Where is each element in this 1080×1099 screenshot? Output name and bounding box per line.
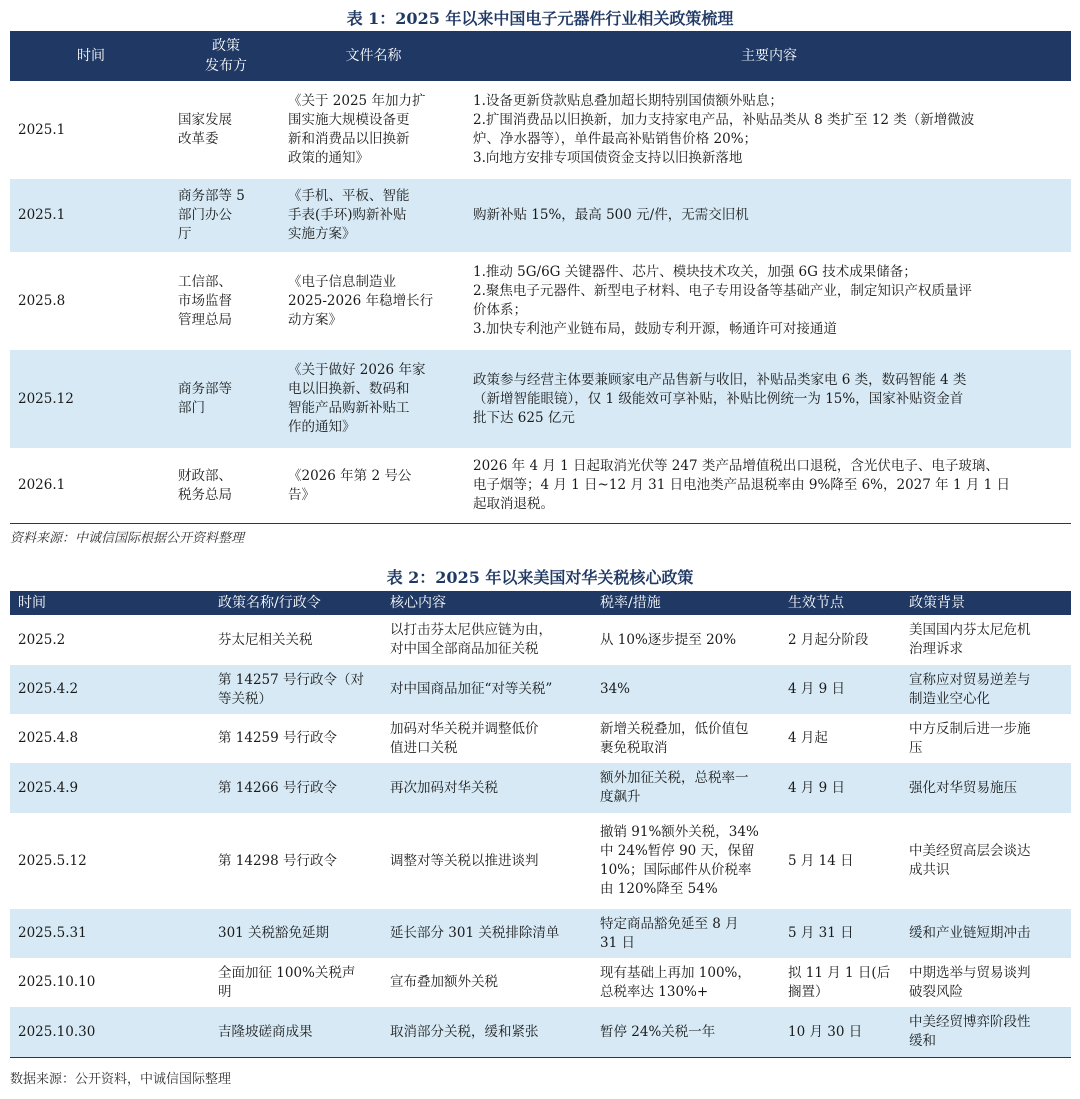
table2-header-cell: 政策名称/行政令 [210,591,382,615]
table1-header-cell: 主要内容 [465,31,1071,81]
table1-cell-time: 2026.1 [18,477,66,493]
table1-row [10,252,1071,350]
table2-header-cell: 生效节点 [780,591,901,615]
table2-header-cell: 时间 [10,591,210,615]
table1-cell-issuer: 商务部等 5 部门办公 厅 [170,179,280,252]
table2-cell-rate: 新增关税叠加，低价值包 裹免税取消 [600,720,749,756]
table2-cell-core: 以打击芬太尼供应链为由， 对中国全部商品加征关税 [390,622,552,657]
table2-row [10,714,1071,763]
table1-source: 资料来源：中诚信国际根据公开资料整理 [10,531,245,546]
table1-row [10,179,1071,252]
table2-cell-policy: 第 14257 号行政令（对 等关税） [210,665,382,714]
table2-cell-rate: 撤销 91%额外关税，34% 中 24%暂停 90 天，保留 10%；国际邮件从价税率 由 120%降至 54% [600,824,759,897]
table2-cell-effective: 5 月 31 日 [780,909,901,958]
table1-header-cell: 文件名称 [280,31,465,81]
table2-header-cell: 政策背景 [901,591,1071,615]
table1-cell-content: 购新补贴 15%，最高 500 元/件，无需交旧机 [465,179,1071,252]
table1-cell-doc: 《2026 年第 2 号公 告》 [288,467,412,503]
table2-header-cell: 核心内容 [382,591,592,615]
table2-cell-effective: 拟 11 月 1 日(后 搁置） [788,964,891,1000]
table2-cell-policy: 芬太尼相关关税 [218,631,313,648]
table2-cell-policy: 第 14259 号行政令 [218,730,338,746]
table1-cell-doc: 《关于 2025 年加力扩 围实施大规模设备更 新和消费品以旧换新 政策的通知》 [288,93,426,166]
table2-cell-time: 2025.4.9 [10,763,210,813]
table1 [10,31,1071,524]
table2-row [10,909,1071,958]
table2-cell-time: 2025.10.30 [10,1007,210,1058]
table2-cell-background: 中美经贸博弈阶段性 缓和 [901,1007,1071,1058]
table1-row [10,350,1071,448]
table2-row [10,813,1071,909]
table2-cell-rate: 从 10%逐步提至 20% [600,631,737,648]
table2-cell-background: 强化对华贸易施压 [901,763,1071,813]
table1-cell-issuer: 国家发展 改革委 [178,112,232,147]
table2-cell-background: 中期选举与贸易谈判 破裂风险 [909,964,1031,1000]
table2-cell-time: 2025.5.12 [18,852,87,869]
table2-cell-time: 2025.4.8 [18,730,79,746]
table2-cell-policy: 第 14298 号行政令 [218,852,338,869]
table2-cell-time: 2025.2 [18,631,66,648]
table2-cell-background: 中美经贸高层会谈达 成共识 [909,843,1031,878]
table2-cell-core: 加码对华关税并调整低价 值进口关税 [390,720,539,756]
table1-cell-time: 2025.1 [10,179,170,252]
table1-cell-doc: 《电子信息制造业 2025-2026 年稳增长行 动方案》 [288,273,434,328]
table1-cell-doc: 《关于做好 2026 年家 电以旧换新、数码和 智能产品购新补贴工 作的通知》 [280,350,465,448]
table1-title: 表 1：2025 年以来中国电子元器件行业相关政策梳理 [346,9,734,28]
table1-header-row [10,31,1071,81]
table1-cell-issuer: 商务部等 部门 [170,350,280,448]
table2-cell-time: 2025.4.2 [10,665,210,714]
table2-cell-effective: 2 月起分阶段 [788,631,869,648]
table2-cell-policy: 吉隆坡磋商成果 [210,1007,382,1058]
table2-row [10,665,1071,714]
table2 [10,591,1071,1058]
table2-cell-core: 对中国商品加征“对等关税” [382,665,592,714]
table2-cell-effective: 4 月起 [788,730,828,746]
table2-title: 表 2：2025 年以来美国对华关税核心政策 [386,568,694,587]
table2-cell-core: 调整对等关税以推进谈判 [390,852,539,869]
table2-cell-effective: 5 月 14 日 [788,852,854,869]
table2-cell-rate: 现有基础上再加 100%， 总税率达 130%+ [600,964,751,1000]
table1-cell-time: 2025.8 [18,292,66,309]
table2-cell-background: 美国国内芬太尼危机 治理诉求 [909,622,1031,657]
table2-row [10,958,1071,1007]
table2-cell-background: 中方反制后进一步施 压 [909,720,1031,756]
table1-cell-time: 2025.12 [10,350,170,448]
table1-cell-time: 2025.1 [18,121,66,138]
table2-cell-core: 延长部分 301 关税排除清单 [382,909,592,958]
table2-row [10,763,1071,813]
table2-source: 数据来源：公开资料，中诚信国际整理 [10,1072,232,1087]
table2-cell-core: 取消部分关税，缓和紧张 [382,1007,592,1058]
table2-cell-background: 缓和产业链短期冲击 [901,909,1071,958]
table1-header-cell: 时间 [10,31,170,81]
table2-cell-rate: 暂停 24%关税一年 [592,1007,780,1058]
table2-cell-effective: 10 月 30 日 [780,1007,901,1058]
table2-cell-rate: 特定商品豁免延至 8 月 31 日 [592,909,780,958]
table1-cell-content: 政策参与经营主体要兼顾家电产品售新与收旧，补贴品类家电 6 类，数码智能 4 类 （新增智能眼镜），仅 1 级能效可享补贴，补贴比例统一为 15%，国家补贴资金首 批下达 625 亿元 [465,350,1071,448]
table2-header-row [10,591,1071,615]
table2-cell-effective: 4 月 9 日 [780,763,901,813]
table1-cell-issuer: 财政部、 税务总局 [178,467,232,503]
table2-cell-core: 再次加码对华关税 [382,763,592,813]
table2-cell-policy: 全面加征 100%关税声 明 [218,964,356,1000]
table2-cell-rate: 34% [592,665,780,714]
table2-row [10,1007,1071,1058]
table2-cell-time: 2025.5.31 [10,909,210,958]
table2-cell-time: 2025.10.10 [18,974,96,990]
table1-cell-content: 2026 年 4 月 1 日起取消光伏等 247 类产品增值税出口退税，含光伏电子、电子玻璃、 电子烟等；4 月 1 日~12 月 31 日电池类产品退税率由 9%降至 6%，2027 年 1 月 1 日 起取消退税。 [473,458,1010,512]
table1-cell-issuer: 工信部、 市场监督 管理总局 [178,273,232,328]
table1-cell-content: 1.设备更新贷款贴息叠加超长期特别国债额外贴息； 2.扩围消费品以旧换新，加力支持家电产品，补贴品类从 8 类扩至 12 类（新增微波 炉、净水器等），单件最高补贴销售价格 20%； 3.向地方安排专项国债资金支持以旧换新落地 [473,93,975,166]
table1-header-cell: 政策 发布方 [170,31,280,81]
table2-cell-rate: 额外加征关税，总税率一 度飙升 [592,763,780,813]
table1-row [10,448,1071,524]
table1-cell-content: 1.推动 5G/6G 关键器件、芯片、模块技术攻关，加强 6G 技术成果储备； 2.聚焦电子元器件、新型电子材料、电子专用设备等基础产业，制定知识产权质量评 价体系； 3.加快专利池产业链布局，鼓励专利开源，畅通许可对接通道 [473,264,972,337]
table1-row [10,81,1071,179]
table2-cell-core: 宣布叠加额外关税 [390,974,498,990]
table2-row [10,615,1071,665]
table2-header-cell: 税率/措施 [592,591,780,615]
table2-cell-effective: 4 月 9 日 [780,665,901,714]
table2-cell-background: 宣称应对贸易逆差与 制造业空心化 [901,665,1071,714]
table2-cell-policy: 301 关税豁免延期 [210,909,382,958]
table1-cell-doc: 《手机、平板、智能 手表(手环)购新补贴 实施方案》 [280,179,465,252]
table2-cell-policy: 第 14266 号行政令 [210,763,382,813]
